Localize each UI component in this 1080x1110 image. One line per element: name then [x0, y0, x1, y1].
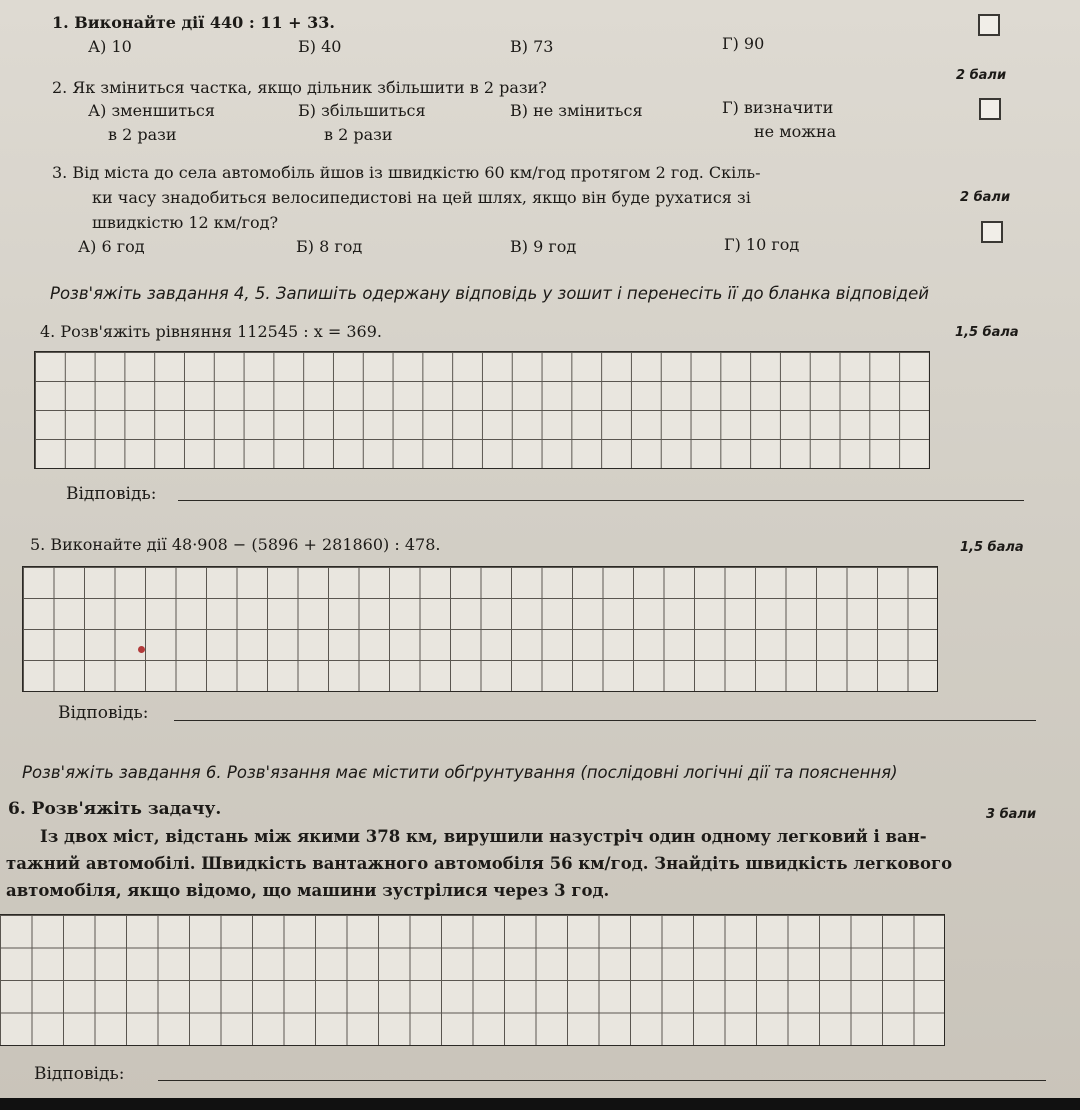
q6-title: 6. Розв'яжіть задачу.	[8, 799, 222, 819]
q2-option-a-cont: в 2 рази	[108, 125, 177, 144]
q4-points: 1,5 бала	[955, 325, 1019, 340]
q2-answer-box[interactable]	[979, 98, 1001, 120]
q6-line2: тажний автомобілі. Швидкість вантажного автомобіля 56 км/год. Знайдіть швидкість легкового	[6, 854, 953, 873]
q1-option-c: В) 73	[510, 37, 554, 56]
q1-text: 1. Виконайте дії 440 : 11 + 33.	[52, 13, 335, 32]
q1-answer-box[interactable]	[978, 14, 1000, 36]
q2-option-a: А) зменшиться	[88, 101, 215, 120]
q2-points: 2 бали	[956, 68, 1007, 83]
q5-text: 5. Виконайте дії 48·908 − (5896 + 281860) : 478.	[30, 535, 441, 554]
q3-line1: 3. Від міста до села автомобіль йшов із швидкістю 60 км/год протягом 2 год. Скіль-	[52, 163, 761, 182]
q1-option-d: Г) 90	[722, 34, 765, 53]
q3-line3: швидкістю 12 км/год?	[92, 213, 279, 232]
q4-text: 4. Розв'яжіть рівняння 112545 : x = 369.	[40, 322, 382, 341]
q3-option-c: В) 9 год	[510, 237, 577, 256]
q6-line3: автомобіля, якщо відомо, що машини зустрілися через 3 год.	[6, 881, 610, 900]
q1-option-b: Б) 40	[298, 37, 342, 56]
q2-option-d-cont: не можна	[754, 122, 837, 141]
q3-line2: ки часу знадобиться велосипедистові на цей шлях, якщо він буде рухатися зі	[92, 188, 751, 207]
q5-points: 1,5 бала	[960, 540, 1024, 555]
q6-line1: Із двох міст, відстань між якими 378 км, вирушили назустріч один одному легковий і ван-	[40, 827, 927, 846]
q3-points: 2 бали	[960, 190, 1011, 205]
q1-option-a: А) 10	[88, 37, 132, 56]
q5-answer-line[interactable]	[174, 720, 1036, 721]
q4-answer-line[interactable]	[178, 500, 1024, 501]
q6-points: 3 бали	[986, 807, 1037, 822]
q2-text: 2. Як зміниться частка, якщо дільник збільшити в 2 рази?	[52, 78, 547, 97]
instruction-tasks-4-5: Розв'яжіть завдання 4, 5. Запишіть одержану відповідь у зошит і перенесіть її до бланка відповідей	[50, 284, 929, 303]
q5-answer-label: Відповідь:	[58, 703, 149, 723]
q6-grid[interactable]	[0, 914, 945, 1046]
q2-option-d: Г) визначити	[722, 98, 834, 117]
q5-grid[interactable]	[22, 566, 938, 692]
q3-answer-box[interactable]	[981, 221, 1003, 243]
q3-option-a: А) 6 год	[78, 237, 145, 256]
q3-option-b: Б) 8 год	[296, 237, 363, 256]
q4-grid[interactable]	[34, 351, 930, 469]
q4-answer-label: Відповідь:	[66, 484, 157, 504]
red-pen-mark	[138, 646, 145, 653]
q6-answer-label: Відповідь:	[34, 1064, 125, 1084]
photo-edge-shadow	[0, 1098, 1080, 1110]
instruction-task-6: Розв'яжіть завдання 6. Розв'язання має містити обґрунтування (послідовні логічні дії та пояснення)	[22, 763, 898, 782]
q2-option-b: Б) збільшиться	[298, 101, 426, 120]
q2-option-b-cont: в 2 рази	[324, 125, 393, 144]
q2-option-c: В) не зміниться	[510, 101, 643, 120]
q6-answer-line[interactable]	[158, 1080, 1046, 1081]
q3-option-d: Г) 10 год	[724, 235, 800, 254]
